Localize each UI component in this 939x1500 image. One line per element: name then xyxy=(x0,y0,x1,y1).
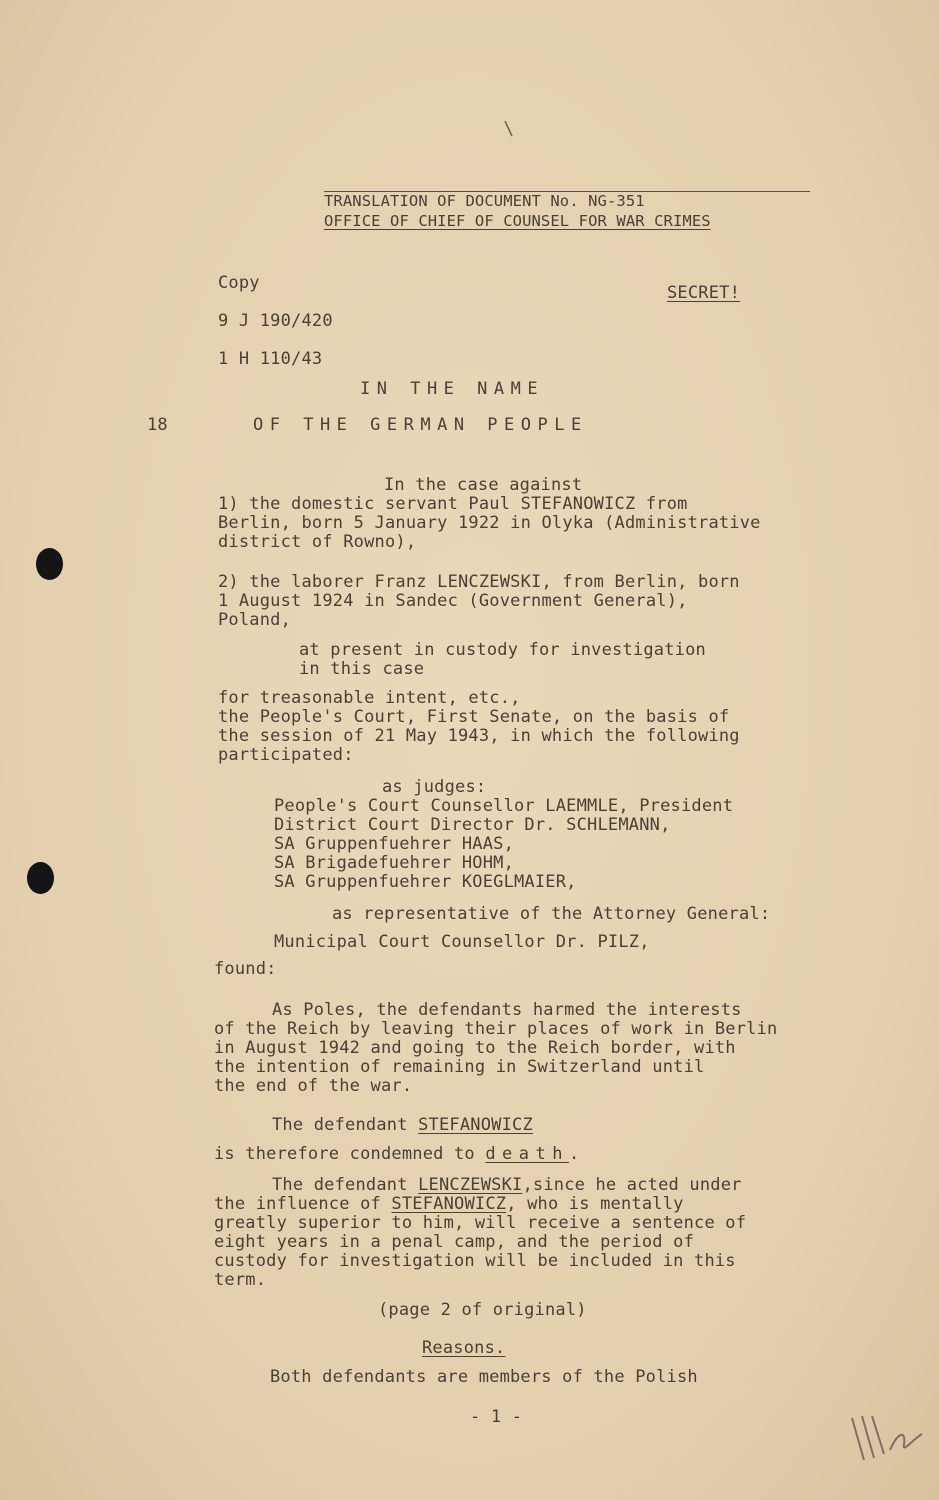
verdict-1-name: STEFANOWICZ xyxy=(418,1115,533,1135)
custody-line-2: in this case xyxy=(299,659,425,679)
defendant-1-line-2: Berlin, born 5 January 1922 in Olyka (Administrative xyxy=(218,513,761,533)
judge-3: SA Gruppenfuehrer HAAS, xyxy=(274,834,515,854)
verdict-2-line-6: term. xyxy=(214,1270,267,1290)
verdict-1-line-2 xyxy=(214,1145,579,1164)
verdict-2-line-1 xyxy=(272,1176,742,1195)
charge-line-2: the People's Court, First Senate, on the basis of xyxy=(218,707,730,727)
header-translation: TRANSLATION OF DOCUMENT No. NG-351 xyxy=(324,192,645,210)
death-sentence: death xyxy=(485,1144,569,1164)
header-office: OFFICE OF CHIEF OF COUNSEL FOR WAR CRIMES xyxy=(324,212,711,230)
verdict-2-line-2 xyxy=(214,1195,684,1214)
verdict-1-prefix: The defendant xyxy=(272,1115,419,1135)
charge-line-1: for treasonable intent, etc., xyxy=(218,688,521,708)
verdict-2-name: LENCZEWSKI xyxy=(418,1175,523,1195)
found-label: found: xyxy=(214,959,277,979)
judge-5: SA Gruppenfuehrer KOEGLMAIER, xyxy=(274,872,577,892)
verdict-1-text: is therefore condemned to xyxy=(214,1144,486,1164)
verdict-2-line-4: eight years in a penal camp, and the period of xyxy=(214,1232,695,1252)
defendant-2-line-1: 2) the laborer Franz LENCZEWSKI, from Berlin, born xyxy=(218,572,740,592)
defendant-1-line-3: district of Rowno), xyxy=(218,532,417,552)
reasons-text: Both defendants are members of the Polish xyxy=(270,1367,698,1387)
verdict-2-line-5: custody for investigation will be included in this xyxy=(214,1251,736,1271)
verdict-2-prefix: The defendant xyxy=(272,1175,419,1195)
finding-line-3: in August 1942 and going to the Reich border, with xyxy=(214,1038,736,1058)
charge-line-3: the session of 21 May 1943, in which the following xyxy=(218,726,740,746)
finding-line-1: As Poles, the defendants harmed the interests xyxy=(272,1000,742,1020)
judge-2: District Court Director Dr. SCHLEMANN, xyxy=(274,815,671,835)
backslash-mark xyxy=(503,119,515,139)
judge-4: SA Brigadefuehrer HOHM, xyxy=(274,853,515,873)
verdict-2-suffix: ,since he acted under xyxy=(522,1175,742,1195)
defendant-2-line-3: Poland, xyxy=(218,610,292,630)
finding-line-2: of the Reich by leaving their places of work in Berlin xyxy=(214,1019,778,1039)
verdict-1-line-1 xyxy=(272,1116,533,1135)
verdict-2-line-3: greatly superior to him, will receive a sentence of xyxy=(214,1213,747,1233)
judge-1: People's Court Counsellor LAEMMLE, President xyxy=(274,796,734,816)
reference-number-1: 9 J 190/420 xyxy=(218,311,333,331)
finding-line-4: the intention of remaining in Switzerland until xyxy=(214,1057,705,1077)
verdict-2-influencer: STEFANOWICZ xyxy=(391,1194,507,1214)
verdict-2-mental: , who is mentally xyxy=(506,1194,684,1214)
page-number: - 1 - xyxy=(470,1407,523,1427)
defendant-1-line-1: 1) the domestic servant Paul STEFANOWICZ from xyxy=(218,494,688,514)
case-intro: In the case against xyxy=(384,475,583,495)
copy-label: Copy xyxy=(218,273,260,293)
verdict-2-influence: the influence of xyxy=(214,1194,392,1214)
attorney-name: Municipal Court Counsellor Dr. PILZ, xyxy=(274,932,650,952)
punch-hole-bottom xyxy=(27,862,54,894)
verdict-1-period: . xyxy=(569,1144,580,1164)
custody-line-1: at present in custody for investigation xyxy=(299,640,706,660)
attorney-heading: as representative of the Attorney General: xyxy=(332,904,771,924)
margin-number: 18 xyxy=(147,415,168,435)
judges-heading: as judges: xyxy=(382,777,487,797)
punch-hole-top xyxy=(36,548,63,580)
reasons-heading: Reasons. xyxy=(422,1338,506,1358)
defendant-2-line-2: 1 August 1924 in Sandec (Government General), xyxy=(218,591,688,611)
secret-label: SECRET! xyxy=(667,283,741,303)
handwritten-page-mark xyxy=(846,1410,926,1470)
page-note: (page 2 of original) xyxy=(378,1300,587,1320)
reference-number-2: 1 H 110/43 xyxy=(218,349,323,369)
finding-line-5: the end of the war. xyxy=(214,1076,413,1096)
charge-line-4: participated: xyxy=(218,745,354,765)
title-line-1: IN THE NAME xyxy=(360,379,545,399)
title-line-2: OF THE GERMAN PEOPLE xyxy=(253,415,588,435)
